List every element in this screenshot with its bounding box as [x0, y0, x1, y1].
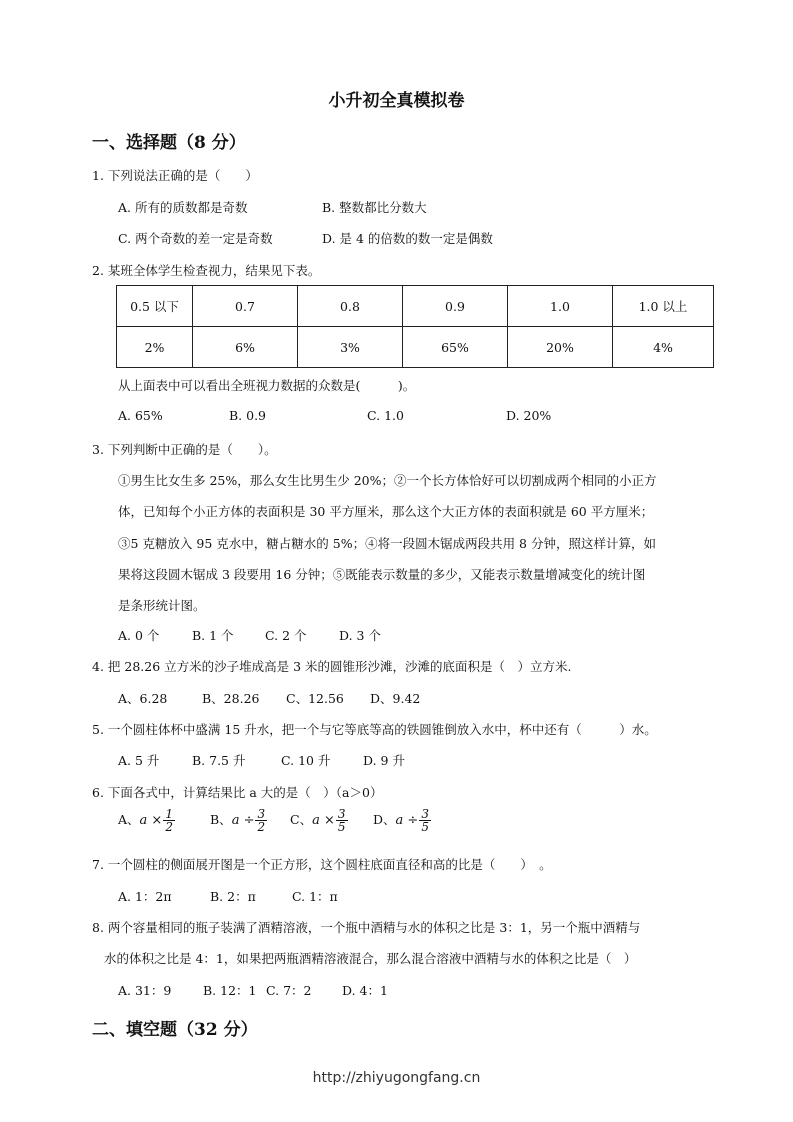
question-3-option-b: B. 1 个: [192, 628, 234, 643]
question-2-option-c: C. 1.0: [367, 408, 404, 423]
fraction: [336, 808, 348, 833]
question-1-option-d: D. 是 4 的倍数的数一定是偶数: [322, 231, 493, 246]
question-3-option-c: C. 2 个: [265, 628, 307, 643]
table-cell: 4%: [613, 327, 714, 368]
option-label: C、: [290, 812, 313, 827]
question-3-line: 果将这段圆木锯成 3 段要用 16 分钟；⑤既能表示数量的多少，又能表示数量增减变化的统计图: [118, 567, 646, 582]
question-6-option-d: [373, 808, 432, 833]
fraction-denominator: 5: [337, 820, 346, 834]
question-2-question: 从上面表中可以看出全班视力数据的众数是( )。: [118, 378, 416, 393]
fraction-numerator: 1: [165, 807, 173, 821]
question-8-line: 8. 两个容量相同的瓶子装满了酒精溶液，一个瓶中酒精与水的体积之比是 3：1，另一个瓶中酒精与: [92, 920, 641, 935]
question-3-line: 体，已知每个小正方体的表面积是 30 平方厘米，那么这个大正方体的表面积就是 60 平方厘米；: [118, 504, 654, 519]
fraction: [255, 808, 267, 833]
table-cell: 2%: [117, 327, 193, 368]
question-8-option-a: A. 31：9: [118, 983, 172, 998]
question-7-stem: 7. 一个圆柱的侧面展开图是一个正方形，这个圆柱底面直径和高的比是（ ） 。: [92, 857, 552, 872]
question-3-line: 是条形统计图。: [118, 598, 206, 613]
table-cell: 65%: [403, 327, 508, 368]
table-cell: 0.5 以下: [117, 286, 193, 327]
vision-table: [116, 285, 714, 368]
question-2-option-b: B. 0.9: [229, 408, 267, 423]
question-2-stem: 2. 某班全体学生检查视力，结果见下表。: [92, 263, 321, 278]
question-1-option-c: C. 两个奇数的差一定是奇数: [118, 231, 273, 246]
fraction-denominator: 2: [165, 820, 173, 834]
question-3-line: ③5 克糖放入 95 克水中，糖占糖水的 5%；④将一段圆木锯成两段共用 8 分钟，照这样计算，如: [118, 536, 656, 551]
question-7-option-c: C. 1：π: [292, 889, 338, 904]
fraction: [163, 808, 175, 833]
question-8-option-d: D. 4：1: [342, 983, 388, 998]
question-6-stem: 6. 下面各式中，计算结果比 a 大的是（ ）（a＞0）: [92, 785, 383, 800]
table-cell: 3%: [298, 327, 403, 368]
option-expression: a ÷: [395, 813, 419, 828]
option-label: A、: [118, 812, 140, 827]
table-cell: 0.8: [298, 286, 403, 327]
table-row-header: [117, 286, 714, 327]
section-heading-choice: 一、选择题（8 分）: [92, 133, 246, 153]
table-cell: 6%: [193, 327, 298, 368]
option-expression: a ×: [312, 813, 335, 828]
question-5-option-c: C. 10 升: [281, 753, 331, 768]
question-3-option-d: D. 3 个: [339, 628, 381, 643]
question-3-option-a: A. 0 个: [118, 628, 160, 643]
question-6-option-c: [290, 808, 349, 833]
fraction-numerator: 3: [257, 807, 266, 821]
fraction-numerator: 3: [421, 807, 429, 821]
fraction-denominator: 2: [257, 820, 266, 834]
fraction: [419, 808, 431, 833]
option-expression: a ×: [139, 813, 163, 828]
question-1-option-b: B. 整数都比分数大: [322, 200, 427, 215]
question-4-option-a: A、6.28: [118, 691, 168, 706]
question-4-option-b: B、28.26: [202, 691, 260, 706]
option-label: D、: [373, 812, 396, 827]
table-cell: 1.0: [508, 286, 613, 327]
question-6-option-a: [118, 808, 176, 833]
question-7-option-b: B. 2：π: [210, 889, 256, 904]
question-8-line: 水的体积之比是 4：1，如果把两瓶酒精溶液混合，那么混合溶液中酒精与水的体积之比是（ ）: [104, 951, 637, 966]
question-4-option-c: C、12.56: [286, 691, 344, 706]
question-1-option-a: A. 所有的质数都是奇数: [118, 200, 248, 215]
option-expression: a ÷: [231, 813, 255, 828]
fraction-denominator: 5: [421, 820, 429, 834]
table-cell: 0.9: [403, 286, 508, 327]
question-5-stem: 5. 一个圆柱体杯中盛满 15 升水，把一个与它等底等高的铁圆锥倒放入水中，杯中还有（ ）水。: [92, 722, 657, 737]
question-8-option-c: C. 7：2: [266, 983, 312, 998]
page-title: 小升初全真模拟卷: [328, 91, 465, 111]
option-label: B、: [210, 812, 232, 827]
table-cell: 1.0 以上: [613, 286, 714, 327]
question-5-option-d: D. 9 升: [363, 753, 405, 768]
question-2-option-d: D. 20%: [506, 408, 552, 423]
fraction-numerator: 3: [337, 807, 346, 821]
question-3-line: ①男生比女生多 25%，那么女生比男生少 20%；②一个长方体恰好可以切割成两个相同的小正方: [118, 473, 657, 488]
table-cell: 20%: [508, 327, 613, 368]
question-2-option-a: A. 65%: [118, 408, 163, 423]
section-heading-fill-blank: 二、填空题（32 分）: [92, 1020, 258, 1040]
question-3-stem: 3. 下列判断中正确的是（ ）。: [92, 442, 277, 457]
table-row-values: [117, 327, 714, 368]
question-5-option-a: A. 5 升: [118, 753, 160, 768]
question-7-option-a: A. 1：2π: [118, 889, 172, 904]
question-8-option-b: B. 12：1: [203, 983, 257, 998]
question-4-stem: 4. 把 28.26 立方米的沙子堆成高是 3 米的圆锥形沙滩，沙滩的底面积是（ ）立方米.: [92, 659, 572, 674]
question-1-stem: 1. 下列说法正确的是（ ）: [92, 168, 258, 183]
footer-url: http://zhiyugongfang.cn: [312, 1070, 481, 1086]
question-4-option-d: D、9.42: [370, 691, 421, 706]
table-cell: 0.7: [193, 286, 298, 327]
question-6-option-b: [210, 808, 268, 833]
question-5-option-b: B. 7.5 升: [192, 753, 246, 768]
